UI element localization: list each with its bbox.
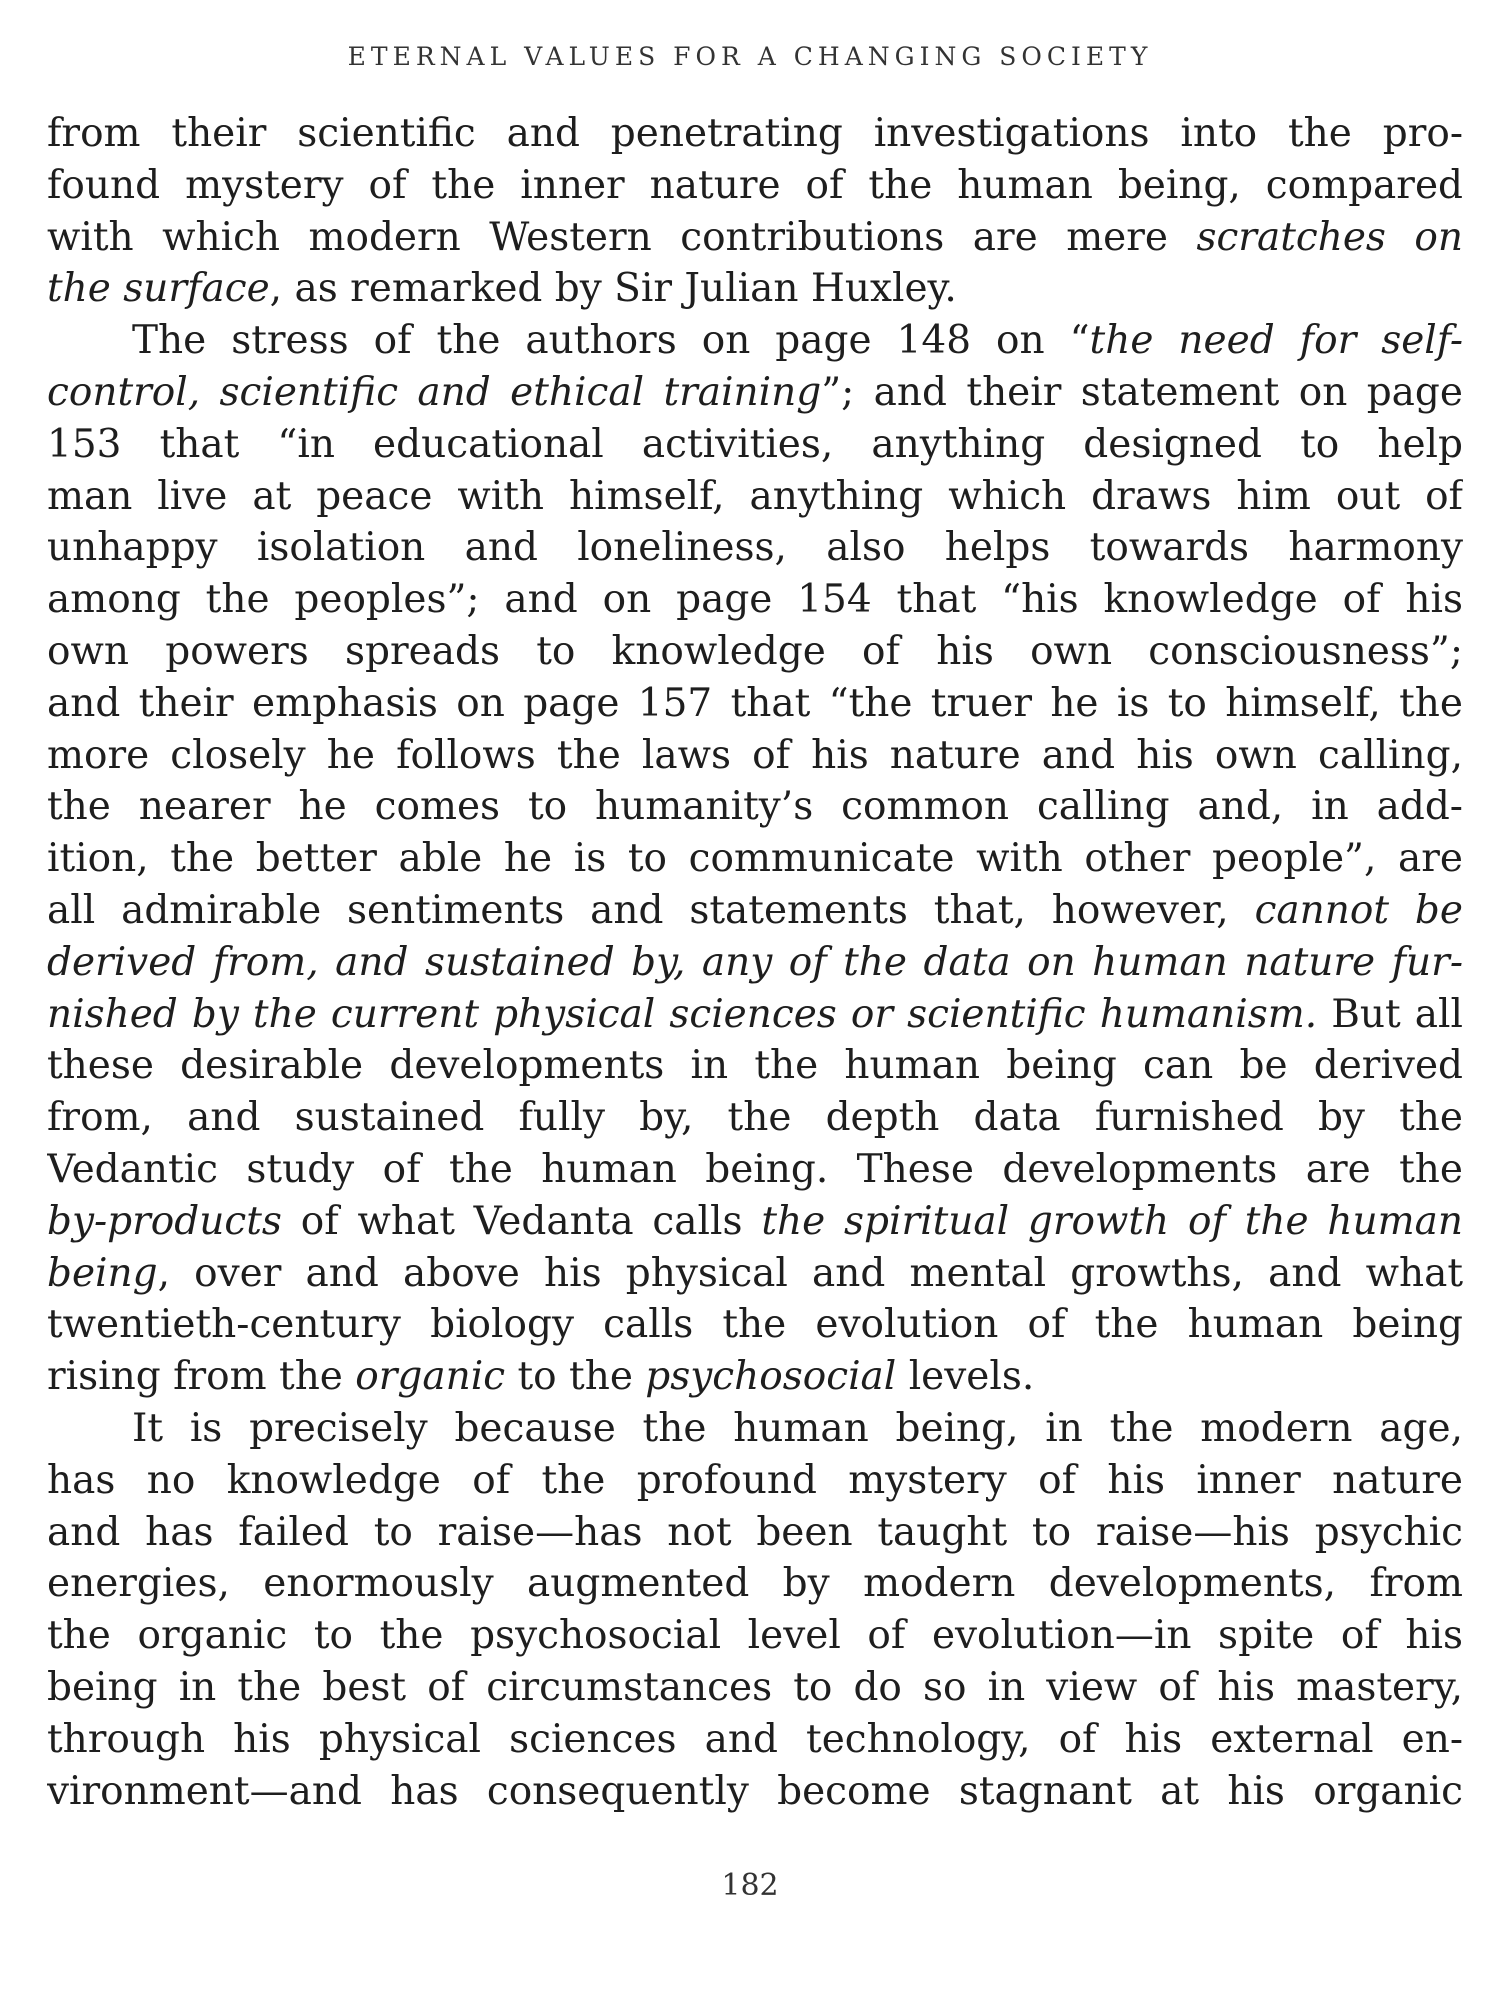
text-line [47,730,1463,782]
text-line [47,108,1463,160]
text-line [47,937,1463,989]
text-line [47,1351,1463,1403]
text-run: being in the best of circumstances to do so in view of his mastery, [47,1664,1463,1710]
page-number: 182 [721,1868,779,1903]
text-run: with which modern Western contributions are mere [47,214,1197,260]
text-run: ition, the better able he is to communicate with other people”, are [47,836,1463,882]
text-line [47,1403,1463,1455]
paragraph [47,1403,1463,1817]
text-run: the organic to the psychosocial level of evolution—in spite of his [47,1613,1463,1659]
text-run: twentieth-century biology calls the evolution of the human being [47,1302,1463,1348]
text-line [47,1766,1463,1818]
text-run: It is precisely because the human being, in the modern age, [132,1405,1463,1451]
text-run: own powers spreads to knowledge of his own consciousness”; [47,628,1463,674]
running-head: ETERNAL VALUES FOR A CHANGING SOCIETY [347,42,1153,71]
text-line [47,626,1463,678]
text-line [47,574,1463,626]
italic-text: cannot be [1254,887,1463,933]
text-line [47,678,1463,730]
text-line [47,781,1463,833]
italic-text: control, scientific and ethical training [47,369,822,415]
text-run: these desirable developments in the human being can be derived [47,1043,1463,1089]
text-line [47,989,1463,1041]
text-line [47,367,1463,419]
italic-text: nished by the current physical sciences or scientific humanism. [47,991,1318,1037]
text-run: energies, enormously augmented by modern developments, from [47,1561,1463,1607]
text-run: and has failed to raise—has not been taught to raise—his psychic [47,1509,1463,1555]
text-line [47,1507,1463,1559]
text-line [47,160,1463,212]
text-run: of what Vedanta calls [281,1198,762,1244]
text-line [47,419,1463,471]
text-line [47,1299,1463,1351]
text-run: man live at peace with himself, anything which draws him out of [47,473,1463,519]
italic-text: the spiritual growth of the human [761,1198,1463,1244]
text-run: ”; and their statement on page [821,369,1463,415]
italic-text: the surface [47,266,270,312]
text-run: , over and above his physical and mental growths, and what [157,1250,1463,1296]
text-line [47,1092,1463,1144]
text-run: levels. [896,1354,1035,1400]
text-run: through his physical sciences and technology, of his external en- [47,1716,1463,1762]
text-line [47,1144,1463,1196]
text-run: But all [1317,991,1463,1037]
text-run: 153 that “in educational activities, anything designed to help [47,421,1463,467]
paragraph [47,315,1463,1403]
text-run: vironment—and has consequently become stagnant at his organic [47,1768,1463,1814]
text-line [47,1455,1463,1507]
text-line [47,522,1463,574]
italic-text: scratches on [1196,214,1463,260]
text-line [47,1248,1463,1300]
text-run: among the peoples”; and on page 154 that “his knowledge of his [47,577,1463,623]
italic-text: by-products [47,1198,282,1244]
text-line [47,885,1463,937]
text-run: the nearer he comes to humanity’s common calling and, in add- [47,784,1463,830]
text-line [47,1040,1463,1092]
text-run: found mystery of the inner nature of the human being, compared [47,162,1463,208]
text-line [47,1196,1463,1248]
italic-text: organic [355,1354,506,1400]
text-line [47,1714,1463,1766]
text-run: unhappy isolation and loneliness, also helps towards harmony [47,525,1463,571]
italic-text: the need for self- [1089,318,1463,364]
body-text [47,108,1463,1817]
text-line [47,263,1463,315]
italic-text: being [47,1250,158,1296]
text-run: from, and sustained fully by, the depth data furnished by the [47,1095,1463,1141]
text-line [47,833,1463,885]
italic-text: psychosocial [645,1354,897,1400]
paragraph [47,108,1463,315]
text-run: from their scientific and penetrating investigations into the pro- [47,111,1463,156]
text-line [47,212,1463,264]
text-line [47,315,1463,367]
text-run: rising from the [47,1354,356,1400]
text-run: The stress of the authors on page 148 on “ [132,318,1090,364]
text-run: has no knowledge of the profound mystery of his inner nature [47,1457,1463,1503]
text-line [47,471,1463,523]
italic-text: derived from, and sustained by, any of the data on human nature fur- [47,939,1463,985]
text-line [47,1610,1463,1662]
text-run: , as remarked by Sir Julian Huxley. [269,266,957,312]
text-run: to the [505,1354,646,1400]
text-run: more closely he follows the laws of his nature and his own calling, [47,732,1463,778]
text-run: Vedantic study of the human being. These developments are the [47,1146,1463,1192]
text-run: all admirable sentiments and statements that, however, [47,887,1255,933]
text-line [47,1558,1463,1610]
text-line [47,1662,1463,1714]
text-run: and their emphasis on page 157 that “the truer he is to himself, the [47,680,1463,726]
